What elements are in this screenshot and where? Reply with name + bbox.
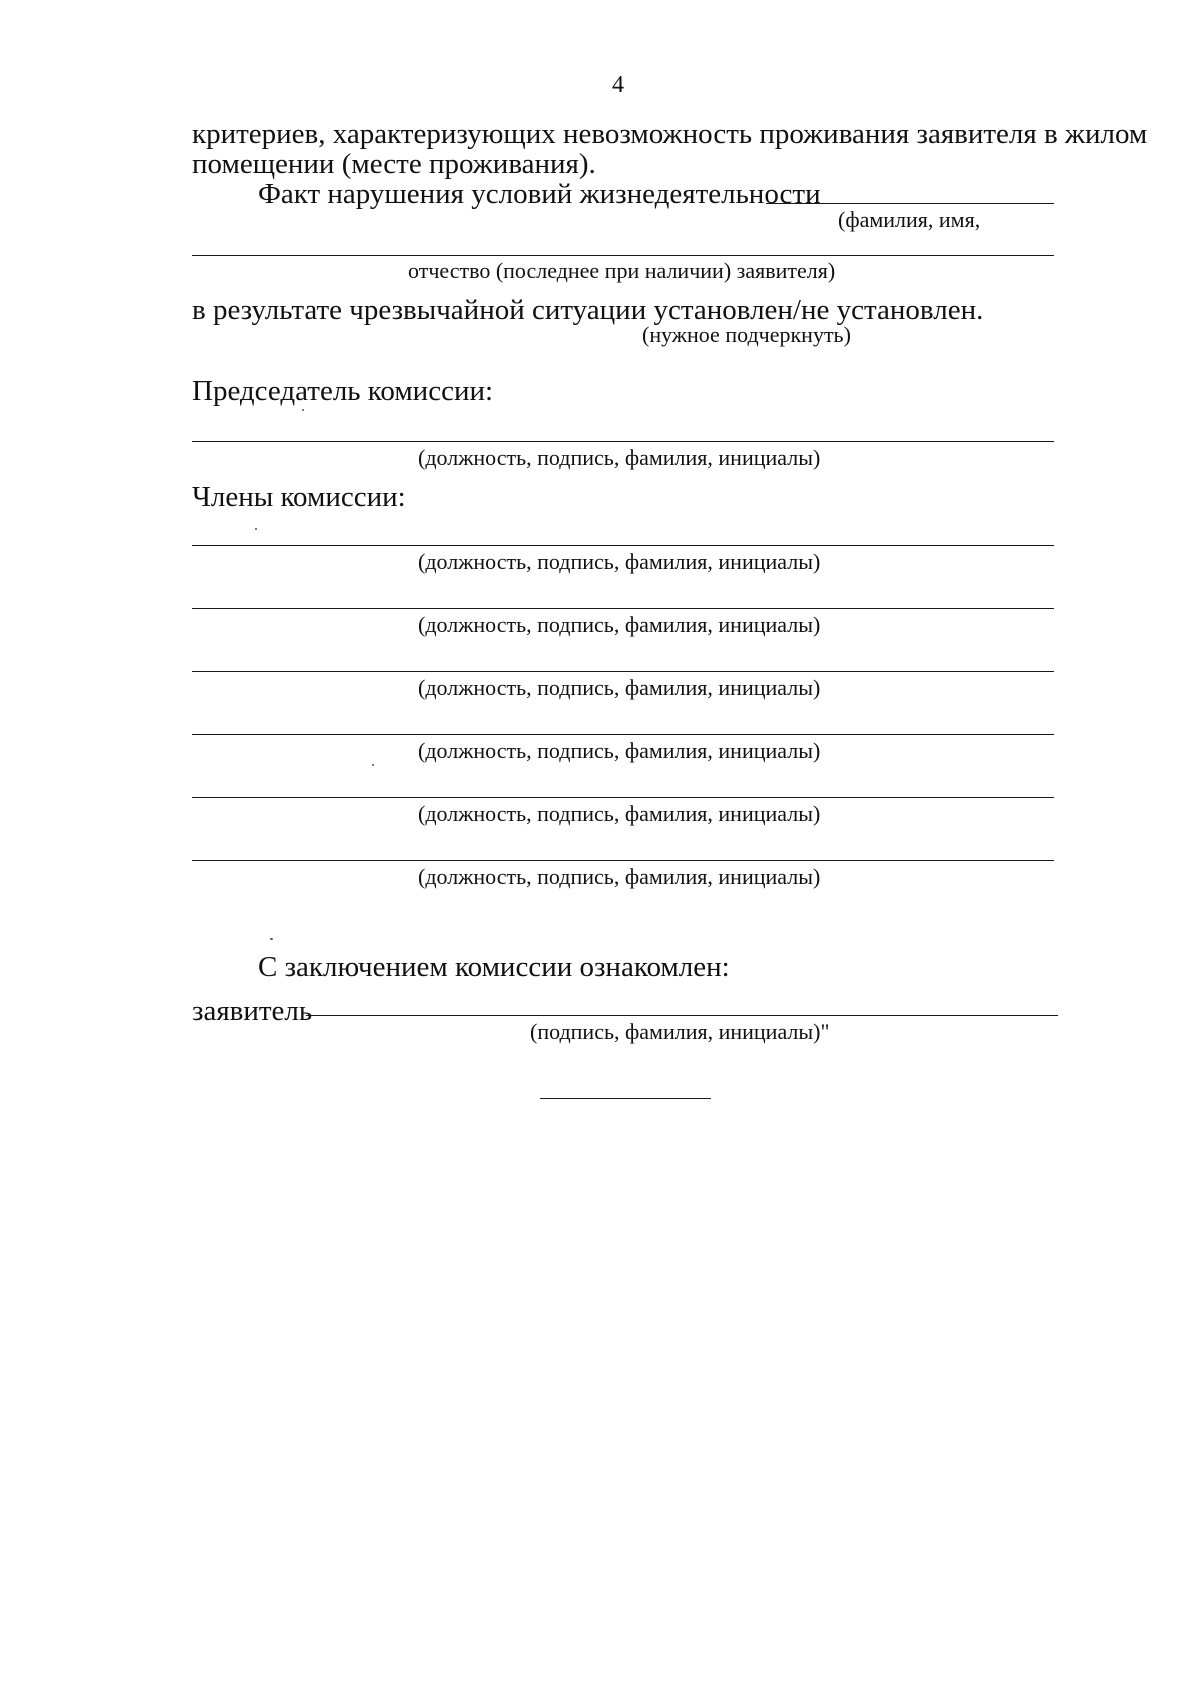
fact-hint-1: (фамилия, имя,: [838, 207, 981, 232]
intro-line-2: помещении (месте проживания).: [192, 148, 596, 180]
member-signature-hint: (должность, подпись, фамилия, инициалы): [418, 801, 821, 826]
chairman-signature-line[interactable]: [192, 441, 1054, 442]
member-signature-hint: (должность, подпись, фамилия, инициалы): [418, 612, 821, 637]
member-signature-hint: (должность, подпись, фамилия, инициалы): [418, 738, 821, 763]
applicant-signature-line[interactable]: [306, 1015, 1058, 1016]
member-signature-line[interactable]: [192, 797, 1054, 798]
scan-speck: [255, 528, 257, 530]
scan-speck: [270, 938, 273, 940]
fact-hint-2: отчество (последнее при наличии) заявителя): [408, 258, 836, 283]
page-number: 4: [612, 72, 624, 98]
fact-name-blank-2[interactable]: [192, 255, 1054, 256]
scan-speck: [302, 409, 304, 411]
result-hint: (нужное подчеркнуть): [642, 322, 851, 347]
member-signature-line[interactable]: [192, 671, 1054, 672]
member-signature-hint: (должность, подпись, фамилия, инициалы): [418, 864, 821, 889]
member-signature-line[interactable]: [192, 860, 1054, 861]
member-signature-line[interactable]: [192, 608, 1054, 609]
intro-line-1: критериев, характеризующих невозможность проживания заявителя в жилом: [192, 118, 1148, 150]
end-separator-line: [540, 1098, 711, 1099]
member-signature-hint: (должность, подпись, фамилия, инициалы): [418, 549, 821, 574]
chairman-signature-hint: (должность, подпись, фамилия, инициалы): [418, 445, 821, 470]
chairman-label: Председатель комиссии:: [192, 375, 494, 407]
scan-speck: [372, 764, 374, 766]
result-text: в результате чрезвычайной ситуации установлен/не установлен.: [192, 294, 984, 326]
acquainted-label: С заключением комиссии ознакомлен:: [258, 951, 730, 983]
applicant-label: заявитель: [192, 995, 313, 1027]
members-label: Члены комиссии:: [192, 481, 406, 513]
fact-name-blank[interactable]: [766, 203, 1054, 204]
member-signature-hint: (должность, подпись, фамилия, инициалы): [418, 675, 821, 700]
member-signature-line[interactable]: [192, 545, 1054, 546]
member-signature-line[interactable]: [192, 734, 1054, 735]
fact-label: Факт нарушения условий жизнедеятельности: [258, 178, 821, 210]
applicant-signature-hint: (подпись, фамилия, инициалы)": [530, 1019, 830, 1044]
